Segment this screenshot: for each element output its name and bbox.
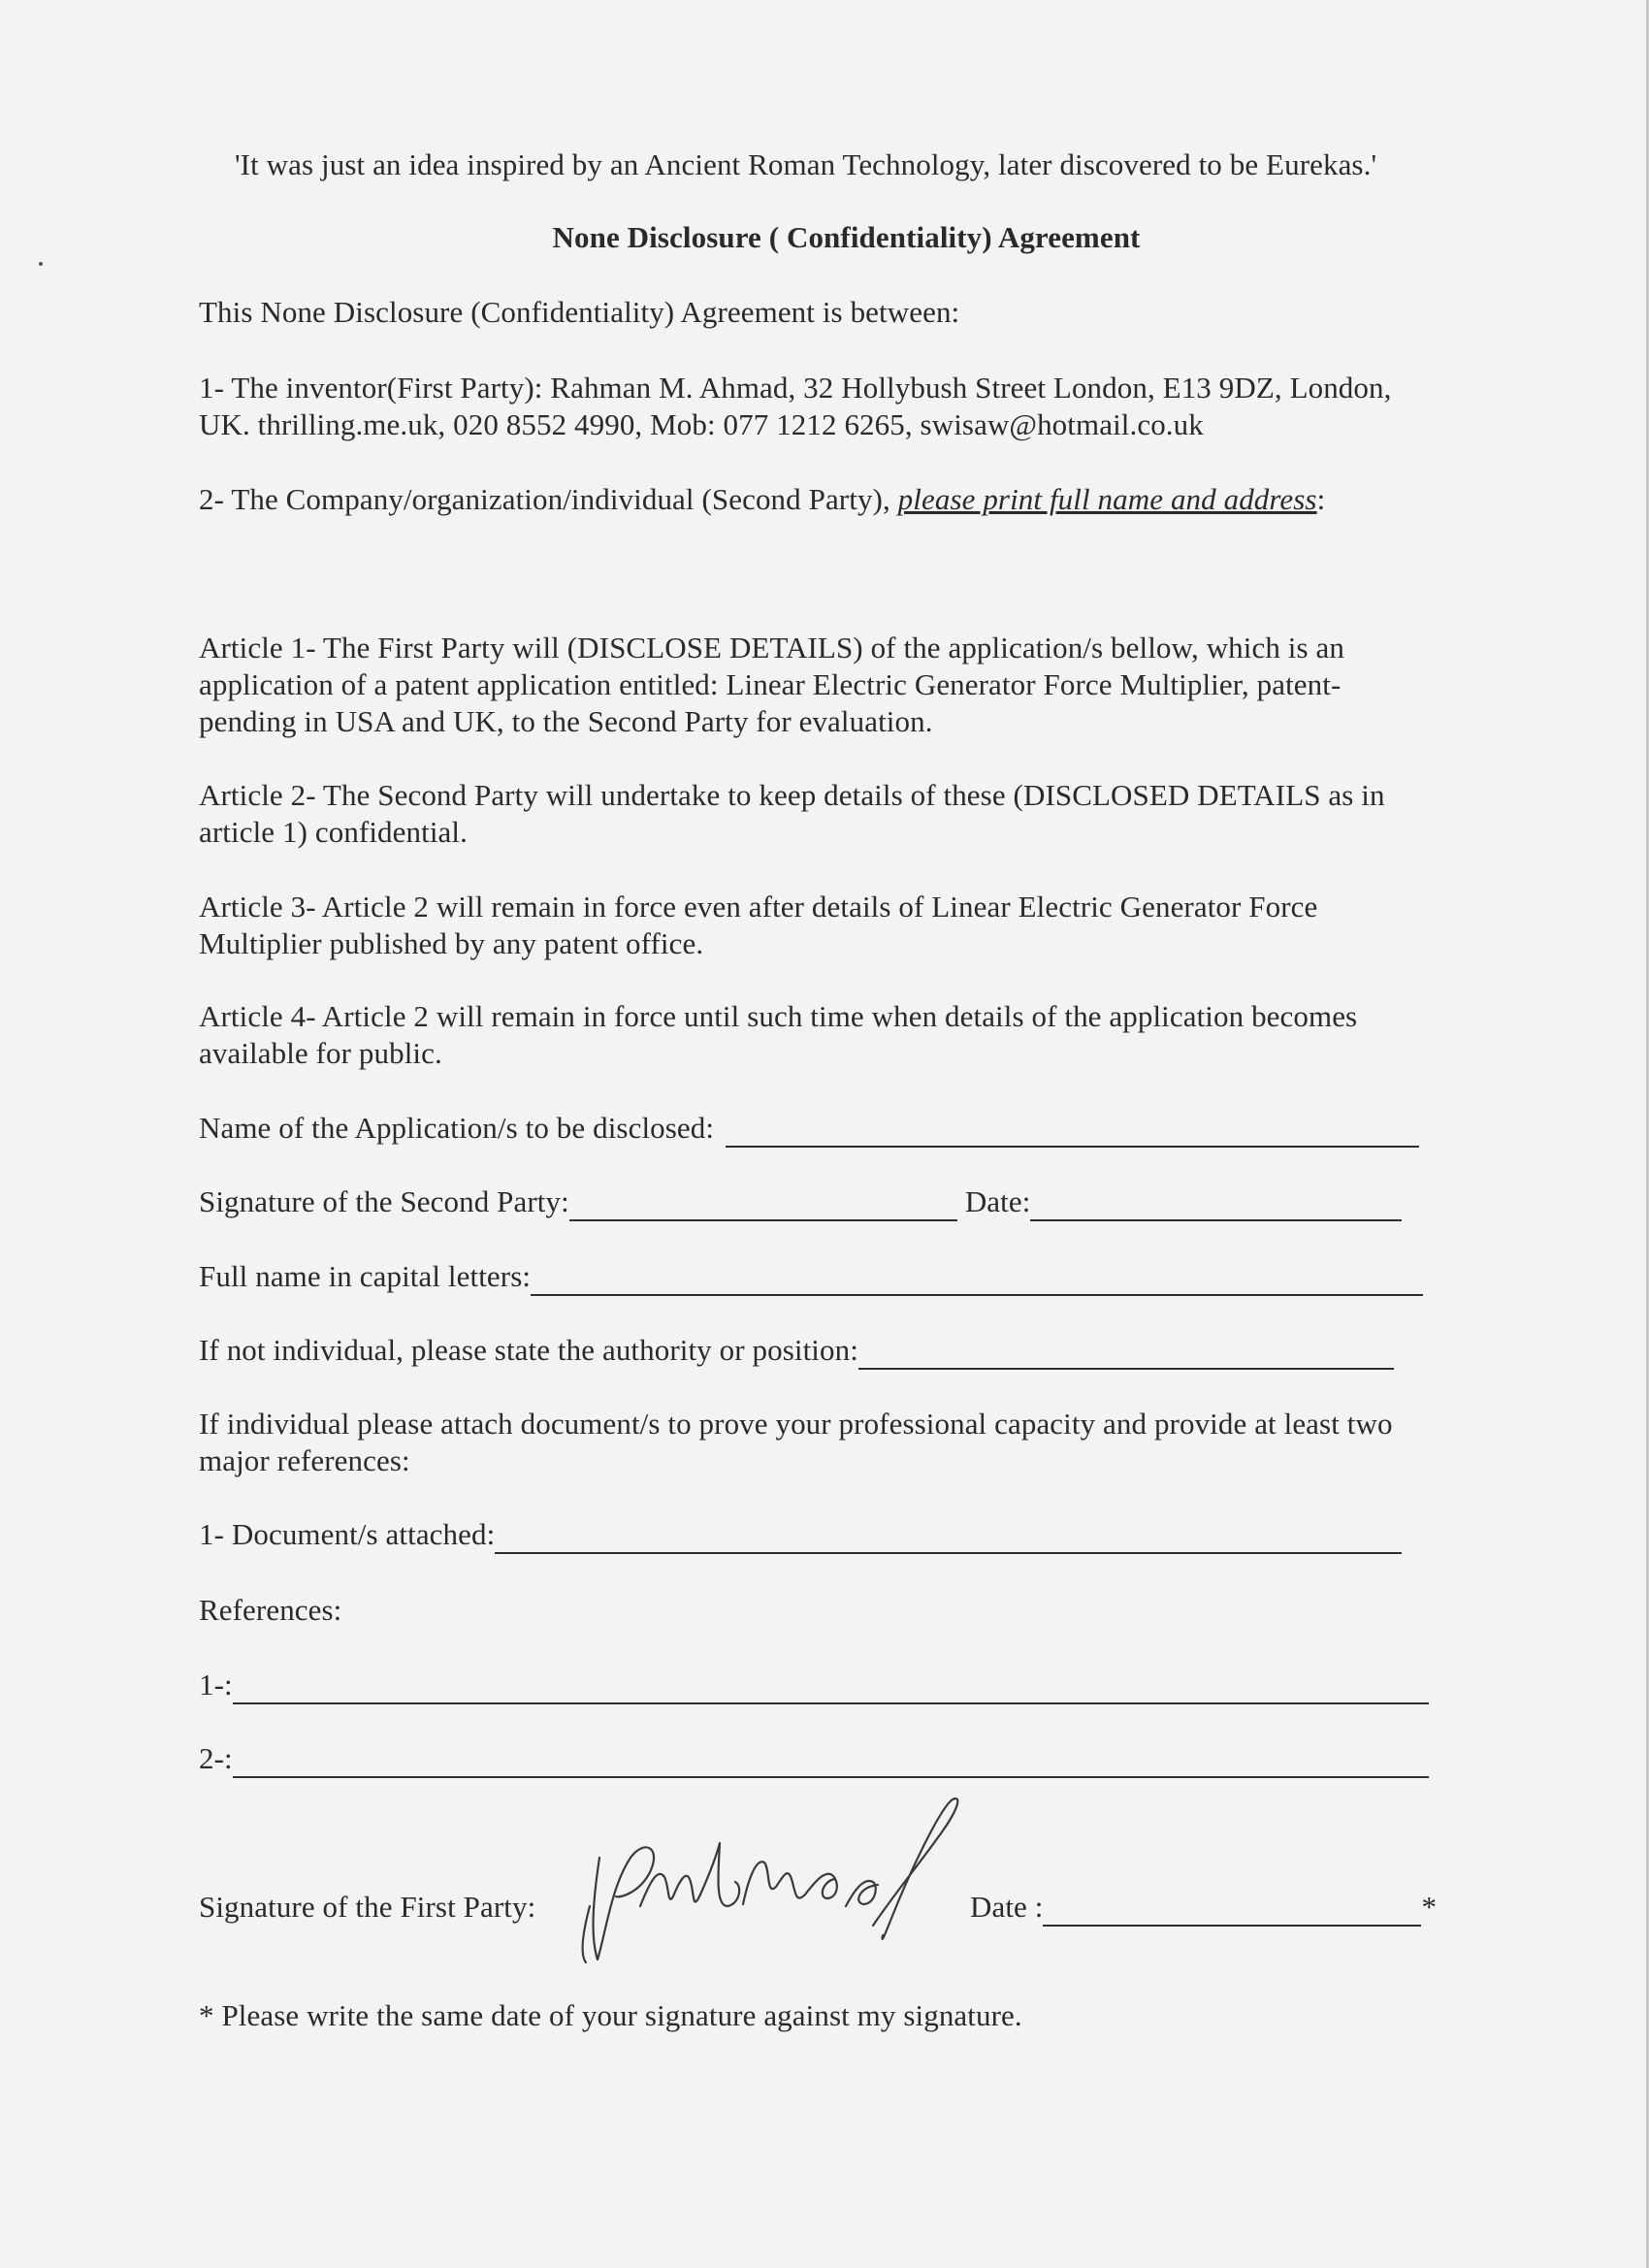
authority-label: If not individual, please state the authority or position: [199,1333,858,1367]
first-party-date-field[interactable] [1043,1897,1421,1927]
epigraph-quote: 'It was just an idea inspired by an Ancient Roman Technology, later discovered to be Eurekas.' [235,147,1377,181]
reference-1-label: 1-: [199,1668,233,1701]
full-name-label: Full name in capital letters: [199,1259,532,1293]
scan-speck [39,262,43,266]
article-1-line-3: pending in USA and UK, to the Second Party for evaluation. [199,704,933,738]
article-4-line-1: Article 4- Article 2 will remain in force until such time when details of the application becomes [199,999,1358,1033]
documents-field[interactable] [495,1525,1402,1554]
article-2-line-2: article 1) confidential. [199,815,468,849]
article-4-line-2: available for public. [199,1036,442,1070]
document-title: None Disclosure ( Confidentiality) Agreement [552,220,1141,254]
application-name-label: Name of the Application/s to be disclosed: [199,1111,715,1145]
second-party-signature-row [199,1183,1402,1221]
reference-2-field[interactable] [233,1749,1429,1778]
second-party-suffix: : [1316,482,1326,516]
reference-1-row [199,1666,1429,1704]
article-2-line-1: Article 2- The Second Party will undertake to keep details of these (DISCLOSED DETAILS as in [199,778,1385,812]
references-label: References: [199,1593,342,1627]
first-party-signature-image [572,1790,980,1984]
reference-2-label: 2-: [199,1741,233,1775]
intro-text: This None Disclosure (Confidentiality) Agreement is between: [199,295,960,329]
application-name-field[interactable] [726,1118,1419,1148]
second-party-signature-field[interactable] [569,1192,957,1221]
reference-1-field[interactable] [233,1675,1429,1704]
documents-label: 1- Document/s attached: [199,1517,496,1551]
first-party-date-asterisk: * [1421,1890,1438,1924]
authority-field[interactable] [858,1341,1394,1370]
full-name-row [199,1257,1423,1296]
article-1-line-2: application of a patent application entitled: Linear Electric Generator Force Multiplier, patent- [199,667,1342,701]
second-party-date-label: Date: [964,1184,1031,1218]
first-party-line-1: 1- The inventor(First Party): Rahman M. Ahmad, 32 Hollybush Street London, E13 9DZ, London, [199,371,1392,405]
first-party-date-label: Date : [970,1890,1044,1924]
authority-row [199,1331,1394,1370]
first-party-line-2: UK. thrilling.me.uk, 020 8552 4990, Mob: 077 1212 6265, swisaw@hotmail.co.uk [199,407,1204,441]
individual-note-line-2: major references: [199,1443,410,1477]
second-party-prefix: 2- The Company/organization/individual (Second Party), [199,482,898,516]
first-party-signature-label: Signature of the First Party: [199,1890,536,1924]
article-1-line-1: Article 1- The First Party will (DISCLOSE DETAILS) of the application/s bellow, which is an [199,631,1344,664]
documents-row [199,1515,1402,1554]
reference-2-row [199,1739,1429,1778]
full-name-field[interactable] [531,1267,1423,1296]
footnote: * Please write the same date of your signature against my signature. [199,1998,1022,2032]
second-party-instruction: please print full name and address [897,482,1317,516]
article-3-line-1: Article 3- Article 2 will remain in force even after details of Linear Electric Generator Force [199,890,1318,923]
individual-note-line-1: If individual please attach document/s to prove your professional capacity and provide at least two [199,1407,1393,1441]
second-party-date-field[interactable] [1030,1192,1402,1221]
article-3-line-2: Multiplier published by any patent office. [199,926,704,960]
second-party-signature-label: Signature of the Second Party: [199,1184,569,1218]
second-party-line [199,480,1325,519]
application-name-row [199,1109,1419,1148]
first-party-date-row [970,1888,1437,1927]
